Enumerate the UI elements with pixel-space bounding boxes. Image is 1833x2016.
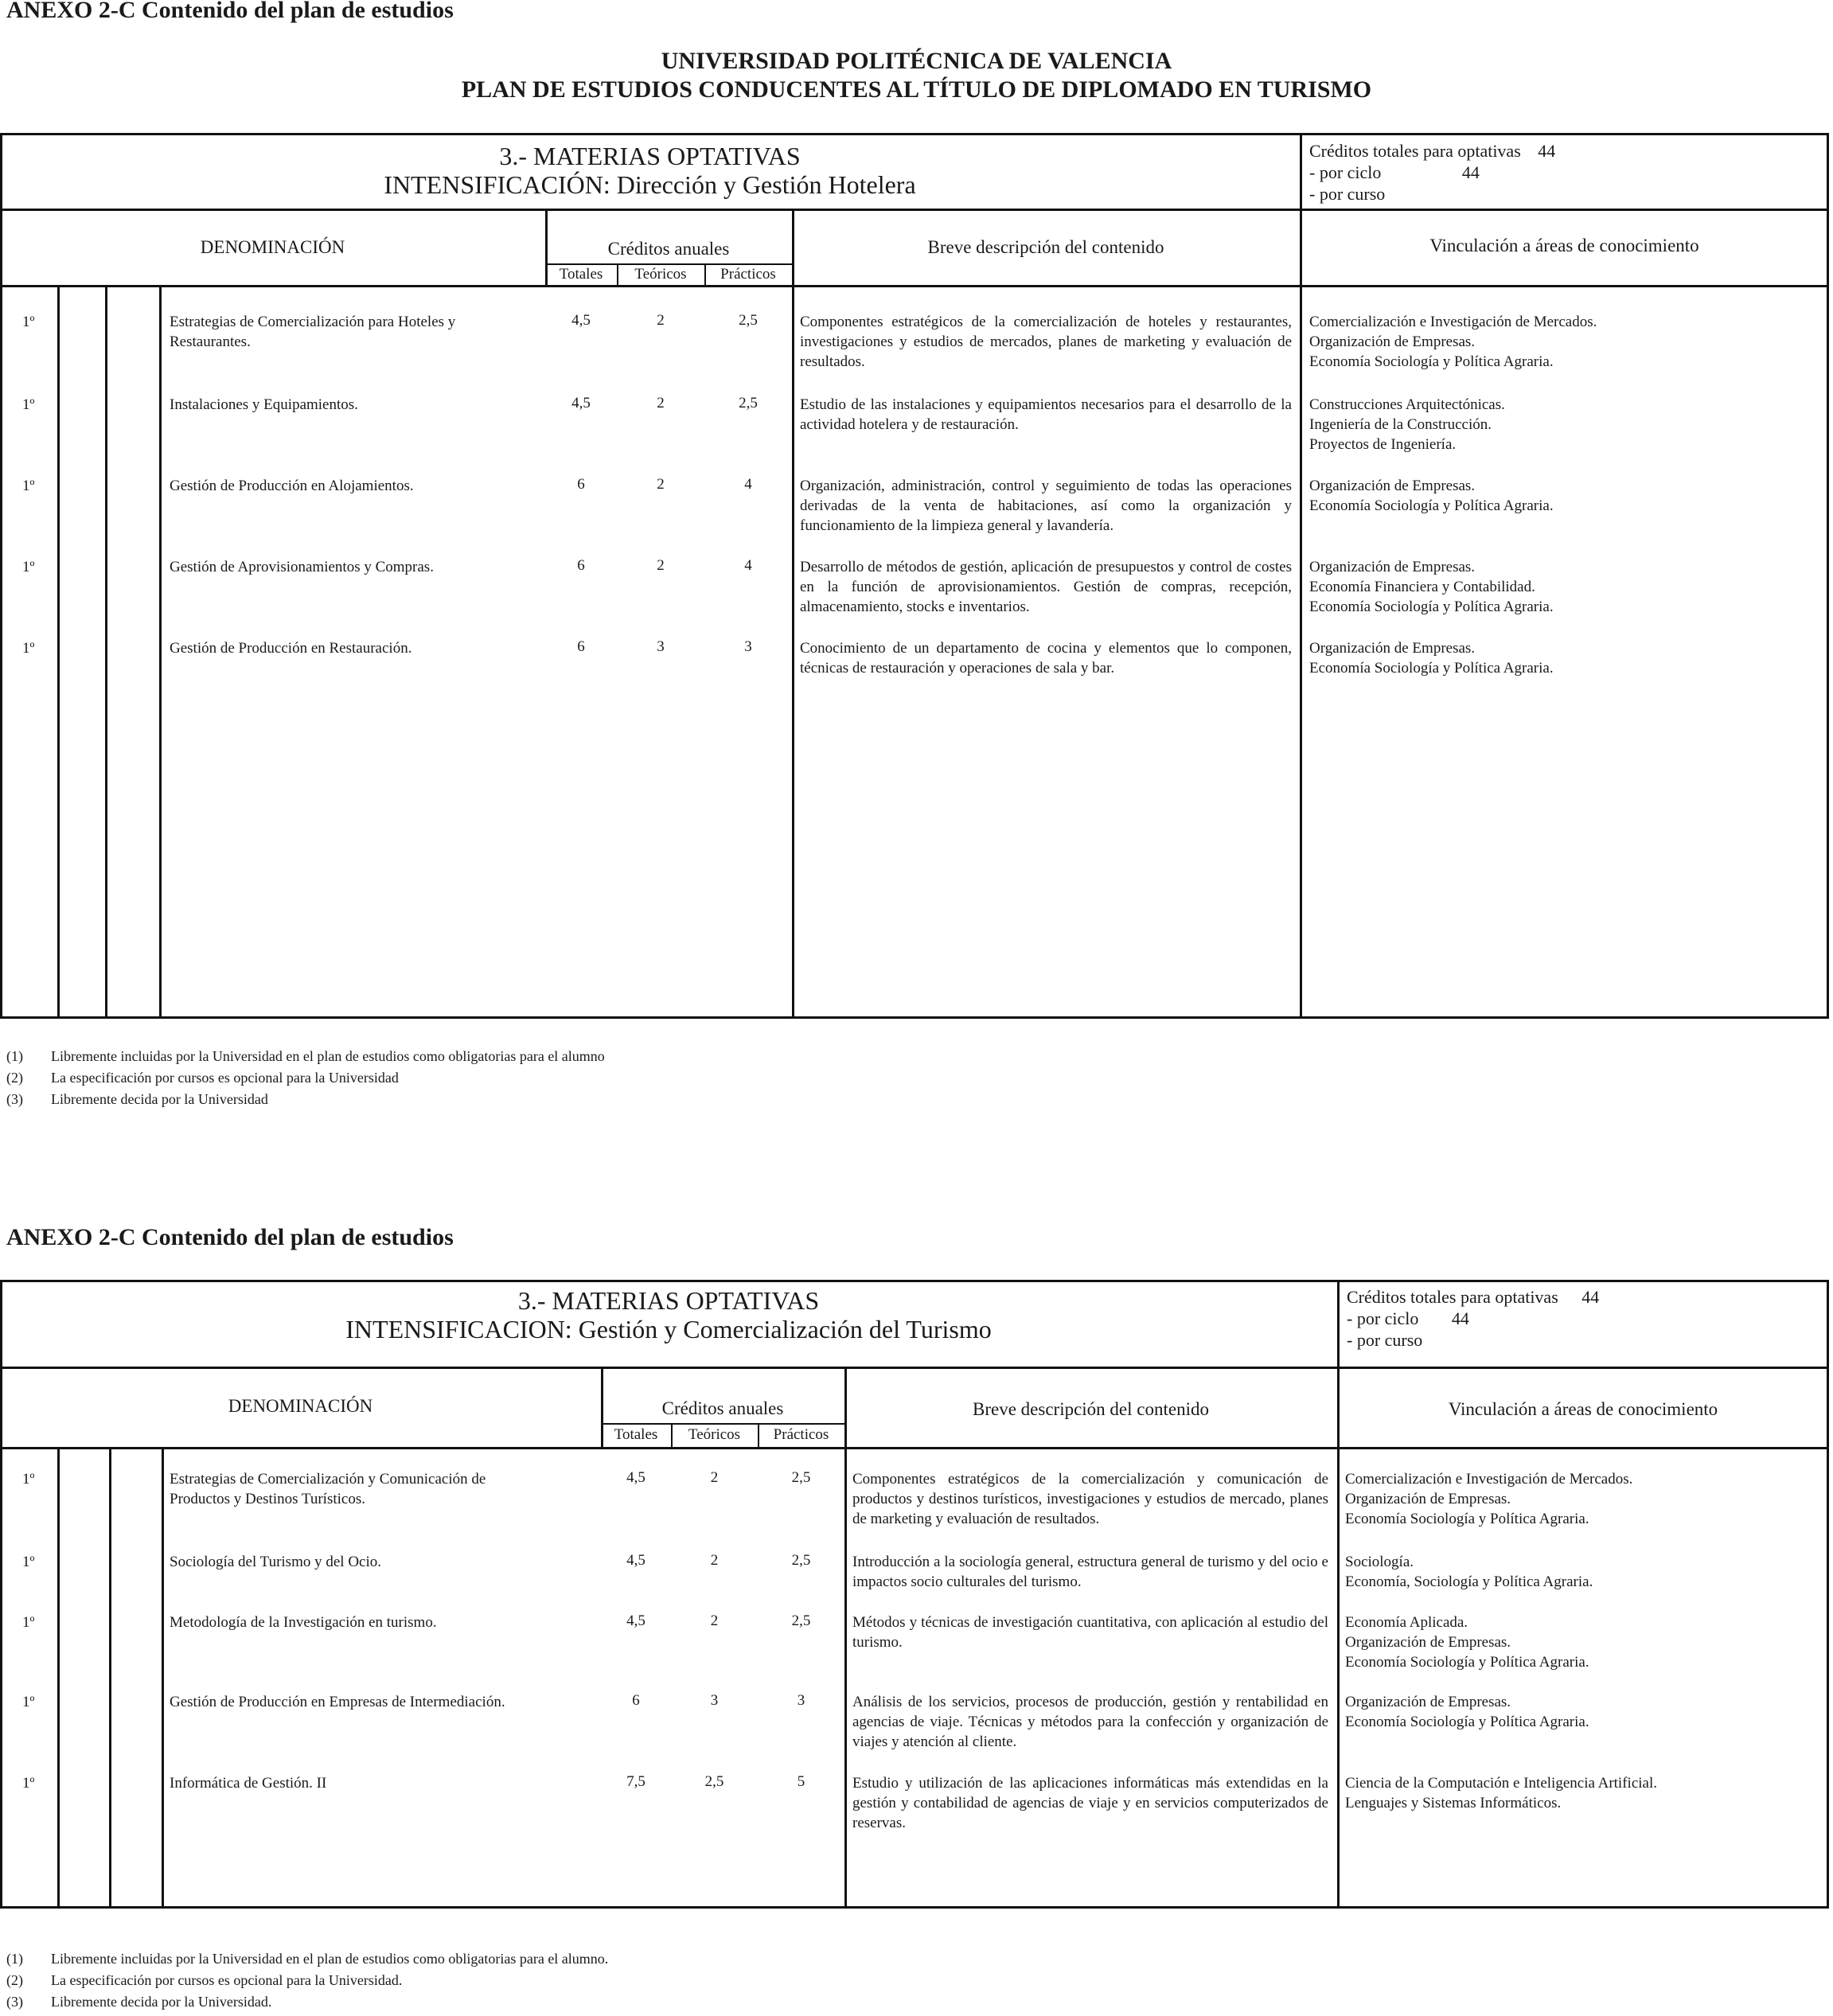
area-item: Economía Sociología y Política Agraria. xyxy=(1345,1511,1589,1527)
footnote: (1) Libremente incluidas por la Universidad en el plan de estudios como obligatorias para el alumno. xyxy=(6,1951,609,1967)
area-item: Economía Sociología y Política Agraria. xyxy=(1309,497,1554,514)
credits-teoricos: 2,5 xyxy=(704,1773,724,1790)
intensification-title-2: INTENSIFICACION: Gestión y Comercialización del Turismo xyxy=(345,1315,992,1343)
credits-box-2 xyxy=(1347,1286,1599,1351)
header-denominacion-1: DENOMINACIÓN xyxy=(200,237,345,257)
credits-practicos: 2,5 xyxy=(791,1469,811,1486)
subject-name: Estrategias de Comercialización y Comunicación de Productos y Destinos Turísticos. xyxy=(170,1471,486,1507)
cycle-cell: 1º xyxy=(22,1694,35,1710)
divider xyxy=(159,285,162,1019)
area-item: Organización de Empresas. xyxy=(1309,559,1476,575)
per-course-label: - por curso xyxy=(1347,1330,1423,1350)
area-item: Lenguajes y Sistemas Informáticos. xyxy=(1345,1795,1562,1811)
areas xyxy=(1345,1692,1589,1732)
credits-totales: 4,5 xyxy=(626,1469,645,1486)
area-item: Organización de Empresas. xyxy=(1309,333,1476,350)
subject-name: Instalaciones y Equipamientos. xyxy=(170,396,358,413)
header-vinculacion-1: Vinculación a áreas de conocimiento xyxy=(1429,236,1699,255)
divider xyxy=(0,285,1829,287)
credits-teoricos: 2 xyxy=(710,1552,719,1569)
description: Estudio de las instalaciones y equipamientos necesarios para el desarrollo de la actividad hotelera y de restauración. xyxy=(800,396,1292,433)
cycle-cell: 1º xyxy=(22,1471,35,1488)
divider xyxy=(57,285,60,1019)
subject-name: Informática de Gestión. II xyxy=(170,1775,327,1792)
per-cycle-value: 44 xyxy=(1451,1308,1469,1328)
divider xyxy=(1337,1280,1340,1367)
cycle-cell: 1º xyxy=(22,396,35,413)
credits-teoricos: 2 xyxy=(710,1612,719,1629)
footnote: (2) La especificación por cursos es opcional para la Universidad. xyxy=(6,1972,403,1988)
credits-totales: 6 xyxy=(632,1692,640,1709)
subject-name: Metodología de la Investigación en turismo. xyxy=(170,1614,437,1631)
header-totales-2: Totales xyxy=(614,1426,658,1443)
section-title-2: 3.- MATERIAS OPTATIVAS xyxy=(517,1286,820,1315)
header-creditos-2: Créditos anuales xyxy=(661,1398,784,1418)
footnote: (2) La especificación por cursos es opcional para la Universidad xyxy=(6,1070,399,1086)
header-practicos-1: Prácticos xyxy=(720,266,776,283)
area-item: Economía Sociología y Política Agraria. xyxy=(1309,353,1554,370)
credits-practicos: 4 xyxy=(744,557,752,574)
description: Análisis de los servicios, procesos de producción, gestión y rentabilidad en agencias de viaje. Técnicas y métodos para la confección y organización de viajes y atención al cliente. xyxy=(852,1694,1328,1750)
description: Conocimiento de un departamento de cocina y elementos que lo componen, técnicas de restauración y operaciones de sala y bar. xyxy=(800,640,1292,677)
area-item: Organización de Empresas. xyxy=(1309,640,1476,657)
areas xyxy=(1309,395,1505,454)
per-course-label: - por curso xyxy=(1309,184,1386,204)
footnote: (1) Libremente incluidas por la Universidad en el plan de estudios como obligatorias para el alumno xyxy=(6,1048,605,1064)
area-item: Economía Financiera y Contabilidad. xyxy=(1309,579,1535,595)
credits-practicos: 2,5 xyxy=(791,1612,811,1629)
description: Métodos y técnicas de investigación cuantitativa, con aplicación al estudio del turismo. xyxy=(852,1614,1328,1651)
credits-teoricos: 2 xyxy=(657,395,665,411)
divider xyxy=(0,1447,1829,1449)
areas xyxy=(1345,1612,1589,1672)
areas xyxy=(1309,476,1554,516)
cycle-cell: 1º xyxy=(22,478,35,494)
credits-totales: 4,5 xyxy=(626,1552,645,1569)
per-cycle-label: - por ciclo xyxy=(1347,1308,1419,1328)
credits-teoricos: 2 xyxy=(657,312,665,329)
credits-label: Créditos totales para optativas xyxy=(1347,1287,1558,1307)
divider xyxy=(109,1447,111,1909)
cycle-cell: 1º xyxy=(22,1554,35,1570)
header-denominacion-2: DENOMINACIÓN xyxy=(228,1396,373,1416)
footnotes-2 xyxy=(6,1948,608,2013)
header-practicos-2: Prácticos xyxy=(773,1426,829,1443)
credits-teoricos: 3 xyxy=(710,1692,719,1709)
subject-name: Gestión de Producción en Restauración. xyxy=(170,640,412,657)
subject-name: Gestión de Aprovisionamientos y Compras. xyxy=(170,559,434,575)
area-item: Organización de Empresas. xyxy=(1345,1694,1511,1710)
cycle-cell: 1º xyxy=(22,559,35,575)
divider xyxy=(1300,133,1302,209)
divider xyxy=(162,1447,164,1909)
annex-title-1: ANEXO 2-C Contenido del plan de estudios xyxy=(6,0,454,23)
areas xyxy=(1345,1773,1657,1813)
divider xyxy=(0,1367,1829,1369)
per-cycle-label: - por ciclo xyxy=(1309,162,1382,182)
credits-box-1 xyxy=(1309,140,1555,205)
credits-totales: 6 xyxy=(577,638,585,655)
description: Introducción a la sociología general, estructura general de turismo y del ocio e impactos socio culturales del turismo. xyxy=(852,1554,1328,1590)
plan-title: PLAN DE ESTUDIOS CONDUCENTES AL TÍTULO DE DIPLOMADO EN TURISMO xyxy=(461,76,1372,103)
area-item: Ciencia de la Computación e Inteligencia Artificial. xyxy=(1345,1775,1657,1792)
description: Desarrollo de métodos de gestión, aplicación de presupuestos y control de costes en la función de aprovisionamientos. Gestión de compras, recepción, almacenamiento, stocks e inventarios. xyxy=(800,559,1292,615)
credits-practicos: 2,5 xyxy=(739,395,758,411)
divider xyxy=(844,1367,847,1909)
area-item: Sociología. xyxy=(1345,1554,1414,1570)
divider xyxy=(0,209,1829,211)
credits-practicos: 2,5 xyxy=(739,312,758,329)
credits-teoricos: 2 xyxy=(657,476,665,493)
footnotes-1 xyxy=(6,1046,605,1110)
subject-name: Sociología del Turismo y del Ocio. xyxy=(170,1554,381,1570)
divider xyxy=(601,1423,844,1425)
credits-practicos: 3 xyxy=(744,638,752,655)
credits-totales: 4,5 xyxy=(626,1612,645,1629)
area-item: Economía Sociología y Política Agraria. xyxy=(1309,660,1554,677)
description: Estudio y utilización de las aplicaciones informáticas más extendidas en la gestión y contabilidad de agencias de viaje y en servicios computerizados de reservas. xyxy=(852,1775,1328,1831)
cycle-cell: 1º xyxy=(22,1614,35,1631)
header-creditos-1: Créditos anuales xyxy=(607,239,730,259)
areas xyxy=(1309,312,1597,372)
area-item: Economía Sociología y Política Agraria. xyxy=(1309,599,1554,615)
subject-name: Estrategias de Comercialización para Hoteles y Restaurantes. xyxy=(170,314,456,350)
credits-totales: 7,5 xyxy=(626,1773,645,1790)
area-item: Economía Sociología y Política Agraria. xyxy=(1345,1714,1589,1730)
description: Componentes estratégicos de la comercialización de hoteles y restaurantes, investigaciones y estudios de mercados, planes de marketing y evaluación de resultados. xyxy=(800,314,1292,370)
header-totales-1: Totales xyxy=(559,266,603,283)
footnote: (3) Libremente decida por la Universidad xyxy=(6,1091,268,1107)
credits-practicos: 2,5 xyxy=(791,1552,811,1569)
annex-title-2: ANEXO 2-C Contenido del plan de estudios xyxy=(6,1224,454,1250)
area-item: Organización de Empresas. xyxy=(1345,1491,1511,1507)
cycle-cell: 1º xyxy=(22,314,35,330)
header-teoricos-1: Teóricos xyxy=(634,266,687,283)
header-vinculacion-2: Vinculación a áreas de conocimiento xyxy=(1448,1399,1718,1419)
university-name: UNIVERSIDAD POLITÉCNICA DE VALENCIA xyxy=(661,48,1172,74)
area-item: Comercialización e Investigación de Mercados. xyxy=(1309,314,1597,330)
area-item: Organización de Empresas. xyxy=(1345,1634,1511,1651)
description: Componentes estratégicos de la comercialización y comunicación de productos y destinos turísticos, investigaciones y estudios de mercado, planes de marketing y evaluación de resultados. xyxy=(852,1471,1328,1527)
credits-practicos: 3 xyxy=(797,1692,805,1709)
header-teoricos-2: Teóricos xyxy=(688,1426,741,1443)
subject-name: Gestión de Producción en Alojamientos. xyxy=(170,478,414,494)
divider xyxy=(792,209,794,1019)
cycle-cell: 1º xyxy=(22,640,35,657)
areas xyxy=(1309,557,1554,617)
divider xyxy=(1337,1367,1340,1909)
subject-name: Gestión de Producción en Empresas de Intermediación. xyxy=(170,1694,505,1710)
credits-total: 44 xyxy=(1538,141,1556,161)
credits-teoricos: 3 xyxy=(657,638,665,655)
divider xyxy=(1300,209,1302,1019)
area-item: Economía Aplicada. xyxy=(1345,1614,1468,1631)
area-item: Proyectos de Ingeniería. xyxy=(1309,436,1457,453)
divider xyxy=(545,263,792,265)
section-title-1: 3.- MATERIAS OPTATIVAS xyxy=(499,142,801,170)
credits-label: Créditos totales para optativas xyxy=(1309,141,1521,161)
credits-totales: 4,5 xyxy=(571,395,591,411)
area-item: Comercialización e Investigación de Mercados. xyxy=(1345,1471,1633,1488)
header-descripcion-1: Breve descripción del contenido xyxy=(927,237,1164,257)
cycle-cell: 1º xyxy=(22,1775,35,1792)
credits-practicos: 4 xyxy=(744,476,752,493)
divider xyxy=(105,285,107,1019)
areas xyxy=(1345,1469,1632,1529)
credits-total: 44 xyxy=(1581,1287,1600,1307)
description: Organización, administración, control y seguimiento de todas las operaciones derivadas de la venta de habitaciones, así como la organización y funcionamiento de la limpieza general y lavandería. xyxy=(800,478,1292,534)
area-item: Construcciones Arquitectónicas. xyxy=(1309,396,1505,413)
credits-teoricos: 2 xyxy=(710,1469,719,1486)
per-cycle-value: 44 xyxy=(1461,162,1480,182)
area-item: Organización de Empresas. xyxy=(1309,478,1476,494)
divider xyxy=(57,1447,60,1909)
credits-practicos: 5 xyxy=(797,1773,805,1790)
area-item: Economía Sociología y Política Agraria. xyxy=(1345,1654,1589,1671)
credits-totales: 4,5 xyxy=(571,312,591,329)
credits-totales: 6 xyxy=(577,557,585,574)
area-item: Ingeniería de la Construcción. xyxy=(1309,416,1492,433)
footnote: (3) Libremente decida por la Universidad. xyxy=(6,1994,272,2010)
areas xyxy=(1345,1552,1593,1592)
areas xyxy=(1309,638,1554,678)
intensification-title-1: INTENSIFICACIÓN: Dirección y Gestión Hotelera xyxy=(384,170,916,199)
header-descripcion-2: Breve descripción del contenido xyxy=(973,1399,1209,1419)
area-item: Economía, Sociología y Política Agraria. xyxy=(1345,1573,1593,1590)
credits-totales: 6 xyxy=(577,476,585,493)
credits-teoricos: 2 xyxy=(657,557,665,574)
